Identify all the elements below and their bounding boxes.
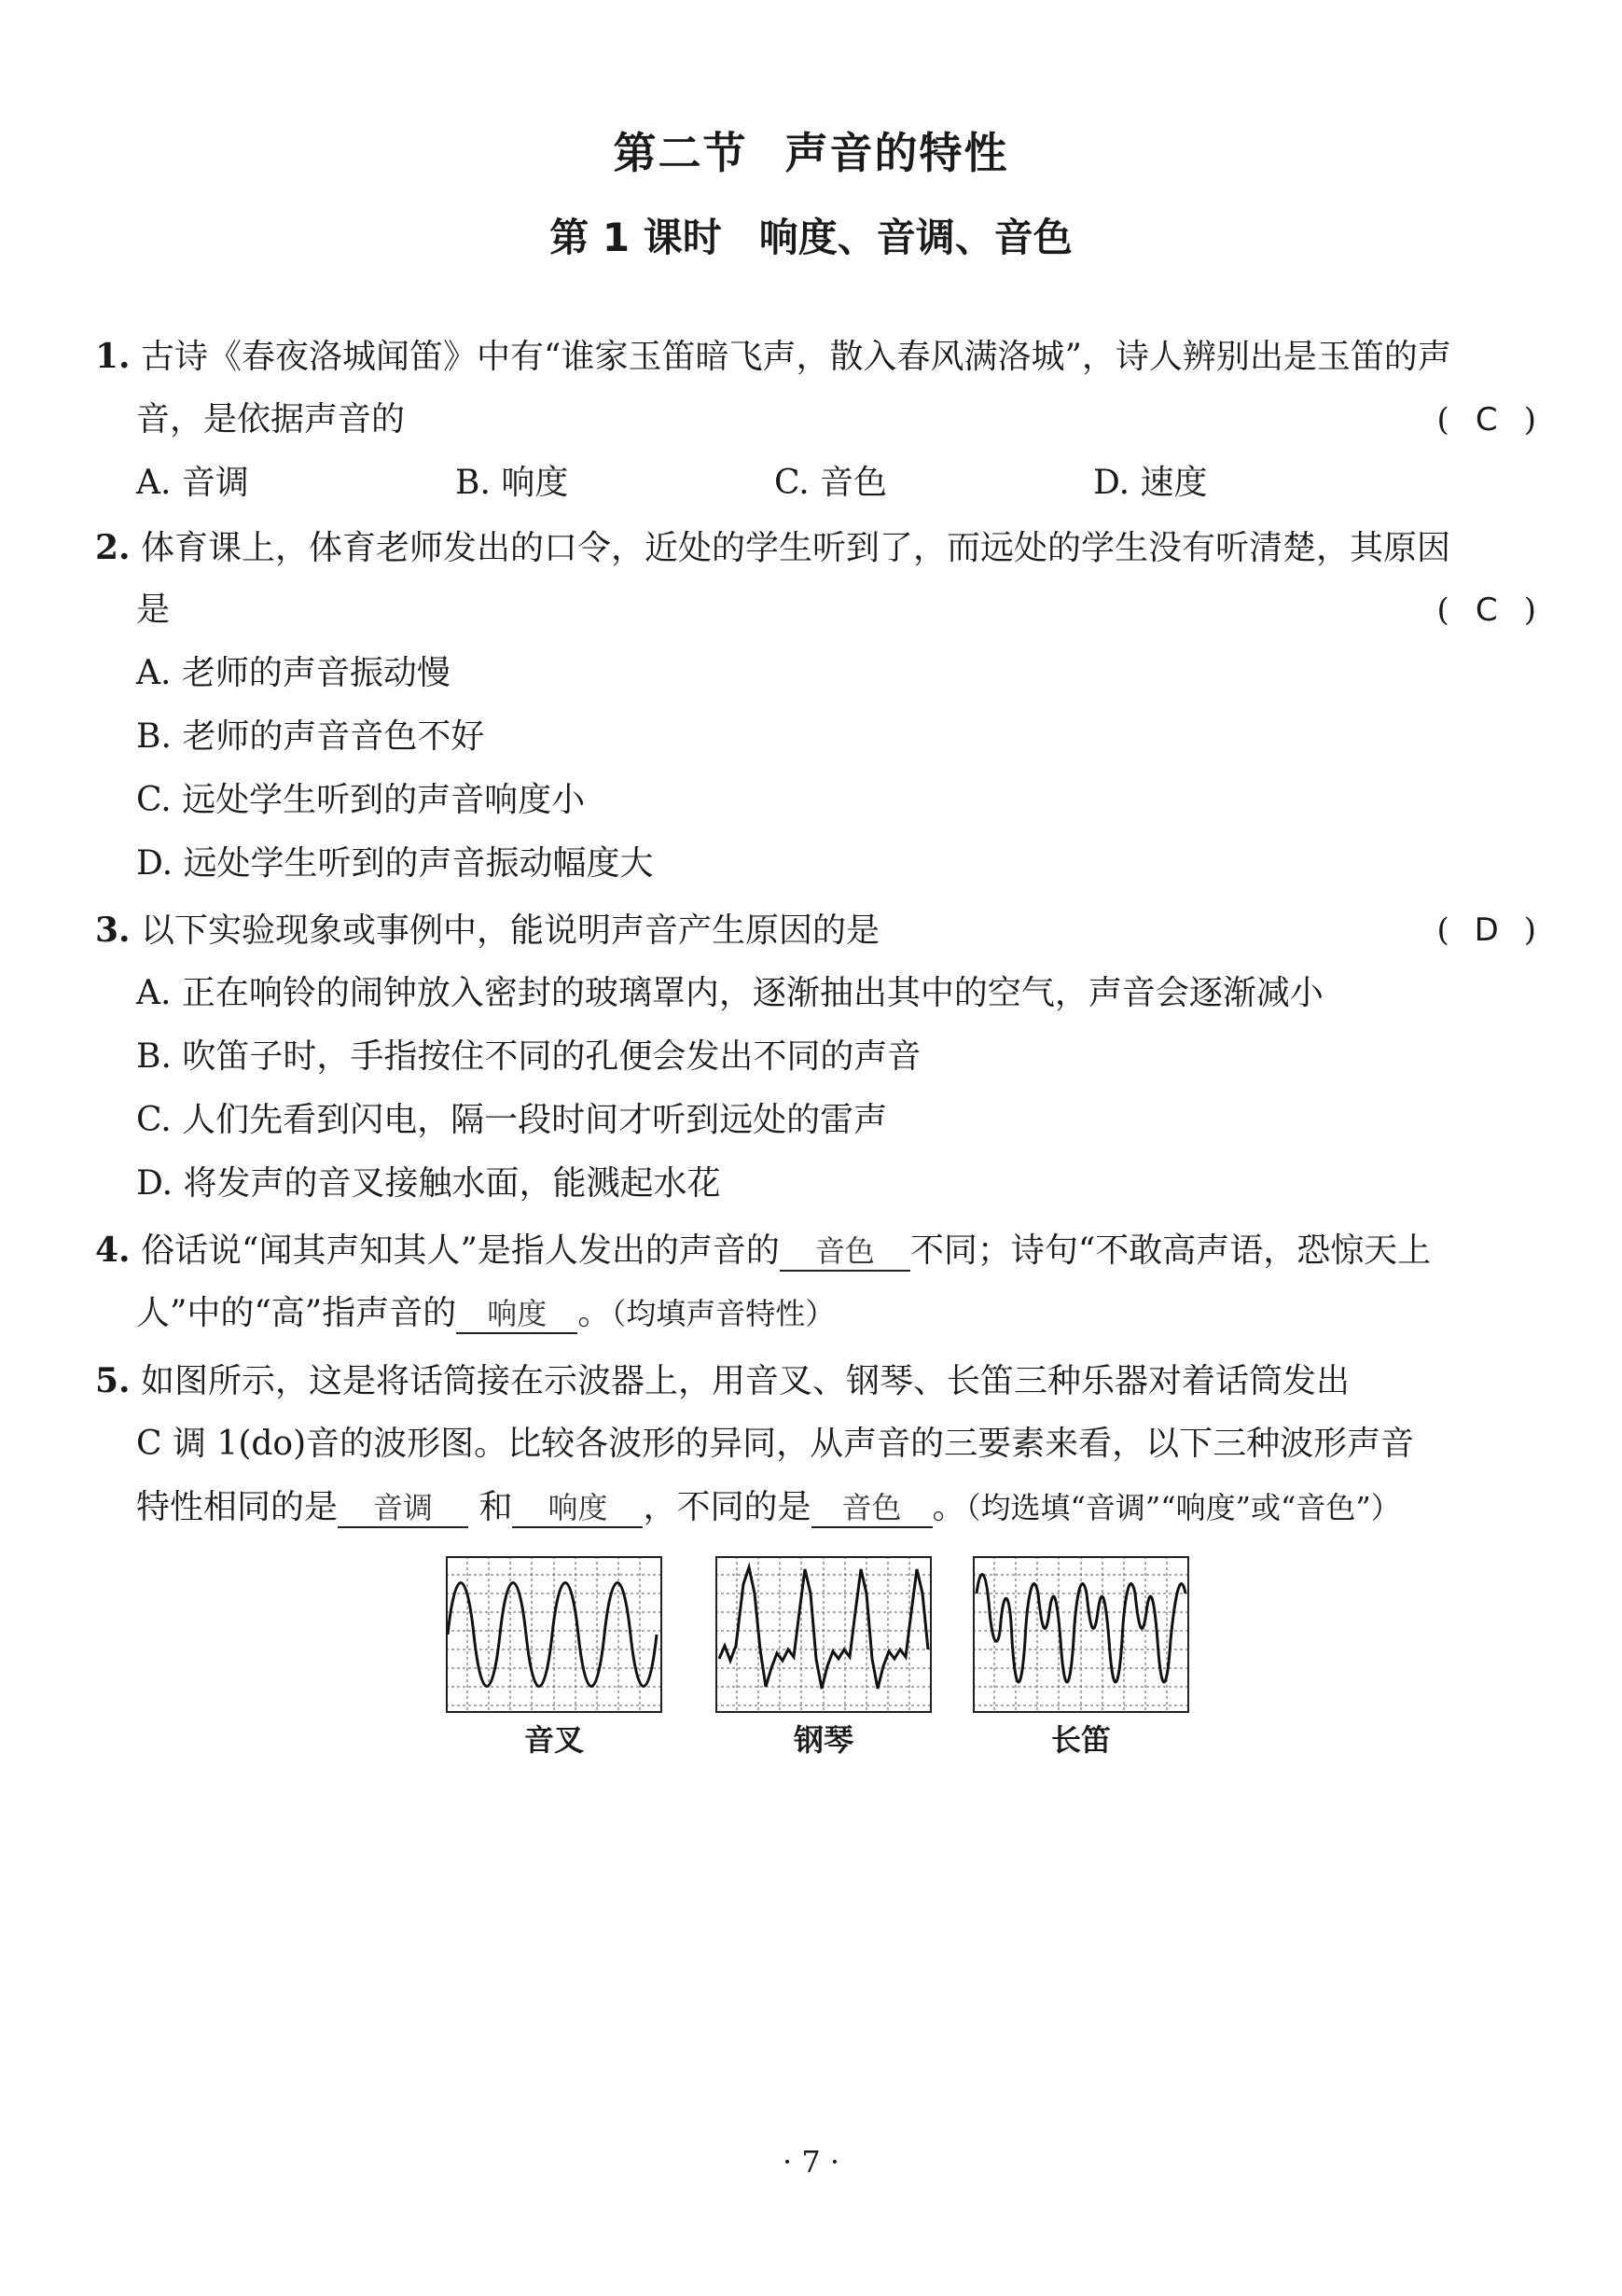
q5-stem-2: C 调 1(do)音的波形图。比较各波形的异同，从声音的三要素来看，以下三种波形声音: [136, 1425, 1415, 1463]
q1-option-c: C. 音色: [774, 464, 888, 502]
flute-waveform: [973, 1556, 1189, 1713]
q1-number: 1.: [95, 337, 131, 376]
q3-option-a: A. 正在响铃的闹钟放入密封的玻璃罩内，逐渐抽出其中的空气，声音会逐渐减小: [136, 974, 1324, 1012]
section-topic: 声音的特性: [784, 128, 1009, 178]
lesson-topic: 响度、音调、音色: [758, 215, 1073, 260]
q2-answer: ( C ): [1436, 591, 1536, 629]
wave: [448, 1583, 657, 1687]
lesson-title: [0, 207, 1622, 263]
q2-option-c: C. 远处学生听到的声音响度小: [136, 781, 586, 819]
q5-blank-3: 音色: [811, 1489, 933, 1528]
grid: [715, 1556, 932, 1713]
q4-text-3: 人”中的“高”指声音的: [136, 1294, 457, 1332]
q4-blank-2: 响度: [456, 1295, 577, 1334]
caption-tuning-fork: 音叉: [523, 1722, 584, 1758]
q2-stem-1: 体育课上，体育老师发出的口令，近处的学生听到了，而远处的学生没有听清楚，其原因: [141, 529, 1451, 567]
q4-note: （均填声音特性）: [611, 1296, 836, 1331]
q5-blank-1: 音调: [338, 1489, 468, 1528]
q1-option-b: B. 响度: [455, 464, 569, 502]
q2-answer-letter: C: [1475, 591, 1498, 629]
caption-flute: 长笛: [1050, 1722, 1111, 1758]
q5-note: （均选填“音调”“响度”或“音色”）: [965, 1490, 1401, 1525]
q5-text-2: 和: [478, 1488, 513, 1526]
q2-line1: [95, 527, 1450, 569]
q5-number: 5.: [95, 1361, 131, 1400]
q2-option-a: A. 老师的声音振动慢: [136, 654, 451, 692]
q1-option-d: D. 速度: [1093, 464, 1208, 502]
q2-stem-2: 是: [136, 591, 171, 629]
piano-waveform: [715, 1556, 932, 1713]
q3-line1: [95, 910, 880, 952]
q1-stem-1: 古诗《春夜洛城闻笛》中有“谁家玉笛暗飞声，散入春风满洛城”，诗人辨别出是玉笛的声: [141, 338, 1451, 376]
q4-line1: [95, 1230, 1431, 1272]
q3-answer: ( D ): [1436, 911, 1536, 949]
q1-answer: ( C ): [1436, 401, 1536, 438]
q5-stem-1: 如图所示，这是将话筒接在示波器上，用音叉、钢琴、长笛三种乐器对着话筒发出: [141, 1362, 1351, 1400]
q5-line3: [136, 1487, 1401, 1528]
q2-number: 2.: [95, 528, 131, 567]
q3-option-b: B. 吹笛子时，手指按住不同的孔便会发出不同的声音: [136, 1037, 922, 1076]
q1-stem-2: 音，是依据声音的: [136, 400, 406, 438]
q3-number: 3.: [95, 911, 131, 950]
q3-answer-letter: D: [1474, 911, 1499, 949]
q4-line2: [136, 1293, 835, 1334]
q4-text-4: 。: [577, 1294, 612, 1332]
lesson-number: 第 1 课时: [549, 215, 722, 260]
q3-stem: 以下实验现象或事例中，能说明声音产生原因的是: [141, 911, 880, 950]
q4-number: 4.: [95, 1231, 131, 1270]
q3-option-c: C. 人们先看到闪电，隔一段时间才听到远处的雷声: [136, 1101, 888, 1139]
q4-text-1: 俗话说“闻其声知其人”是指人发出的声音的: [141, 1231, 780, 1270]
q5-text-3: ，不同的是: [643, 1488, 811, 1526]
q4-text-2: 不同；诗句“不敢高声语，恐惊天上: [909, 1231, 1432, 1270]
q5-text-1: 特性相同的是: [136, 1488, 339, 1526]
caption-piano: 钢琴: [793, 1722, 853, 1758]
section-number: 第二节: [613, 128, 748, 178]
q3-option-d: D. 将发声的音叉接触水面，能溅起水花: [136, 1164, 721, 1203]
q5-blank-2: 响度: [512, 1489, 643, 1528]
page-number: · 7 ·: [782, 2144, 840, 2179]
q2-option-b: B. 老师的声音音色不好: [136, 717, 485, 756]
q5-line1: [95, 1360, 1350, 1402]
tuning-fork-waveform: [446, 1556, 662, 1713]
q4-blank-1: 音色: [780, 1232, 910, 1272]
q1-line1: [95, 336, 1451, 378]
q1-answer-letter: C: [1475, 401, 1498, 438]
q2-option-d: D. 远处学生听到的声音振动幅度大: [136, 844, 654, 883]
q5-text-4: 。: [932, 1488, 966, 1526]
section-title: [0, 119, 1622, 181]
q1-option-a: A. 音调: [136, 464, 249, 502]
